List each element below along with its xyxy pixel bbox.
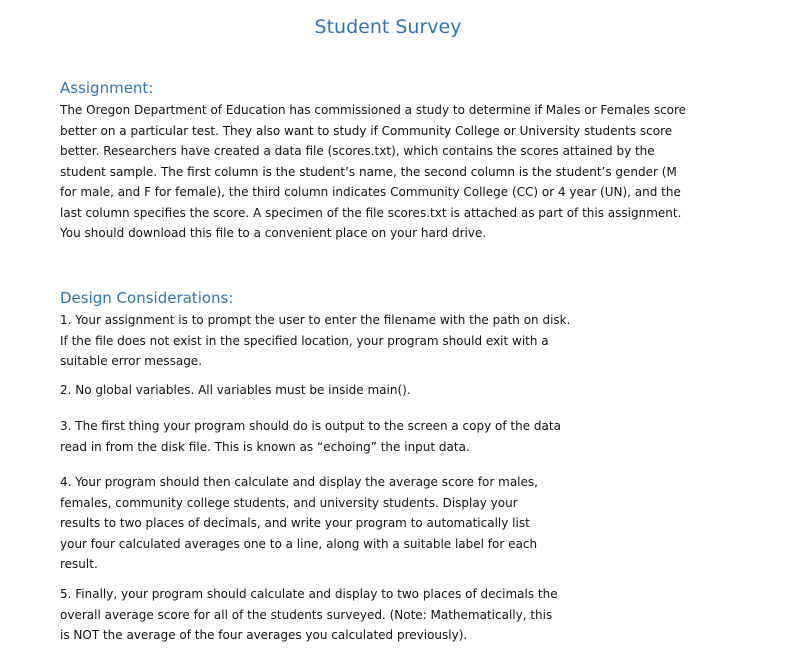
assignment-line: last column specifies the score. A specimen of the file scores.txt is attached as part of this assignment. [60, 205, 682, 220]
assignment-line: better on a particular test. They also want to study if Community College or University students score [60, 123, 673, 138]
design-item-line: 5. Finally, your program should calculate and display to two places of decimals the [60, 587, 558, 601]
design-item-line: If the file does not exist in the specified location, your program should exit with a [60, 333, 549, 348]
design-item-line: results to two places of decimals, and write your program to automatically list [60, 516, 530, 530]
design-item-line: 3. The first thing your program should do is output to the screen a copy of the data [60, 419, 561, 433]
design-considerations-heading: Design Considerations: [60, 289, 234, 307]
design-item-3 [60, 416, 561, 457]
assignment-heading: Assignment: [60, 79, 154, 97]
design-item-line: 1. Your assignment is to prompt the user to enter the filename with the path on disk. [60, 313, 571, 327]
assignment-line: The Oregon Department of Education has commissioned a study to determine if Males or Females score [60, 103, 687, 117]
assignment-paragraph [60, 100, 686, 244]
assignment-line: student sample. The first column is the student’s name, the second column is the student’s gender (M [60, 164, 677, 179]
design-item-line: is NOT the average of the four averages you calculated previously). [60, 628, 468, 642]
design-item-line: your four calculated averages one to a line, along with a suitable label for each [60, 536, 538, 551]
assignment-line: You should download this file to a convenient place on your hard drive. [60, 226, 487, 240]
design-item-line: result. [60, 557, 98, 571]
design-item-2 [60, 380, 411, 401]
design-item-line: 4. Your program should then calculate and display the average score for males, [60, 475, 538, 489]
assignment-line: better. Researchers have created a data file (scores.txt), which contains the scores attained by the [60, 144, 655, 158]
design-item-line: read in from the disk file. This is known as “echoing” the input data. [60, 439, 470, 454]
assignment-line: for male, and F for female), the third column indicates Community College (CC) or 4 year (UN), and the [60, 185, 681, 199]
design-item-line: suitable error message. [60, 354, 203, 368]
design-item-1 [60, 310, 570, 372]
design-item-5 [60, 584, 558, 646]
design-item-line: females, community college students, and university students. Display your [60, 495, 518, 510]
design-item-4 [60, 472, 538, 575]
design-item-line: overall average score for all of the students surveyed. (Note: Mathematically, this [60, 607, 553, 622]
page-title: Student Survey [314, 16, 462, 38]
design-item-line: 2. No global variables. All variables must be inside main(). [60, 383, 411, 397]
